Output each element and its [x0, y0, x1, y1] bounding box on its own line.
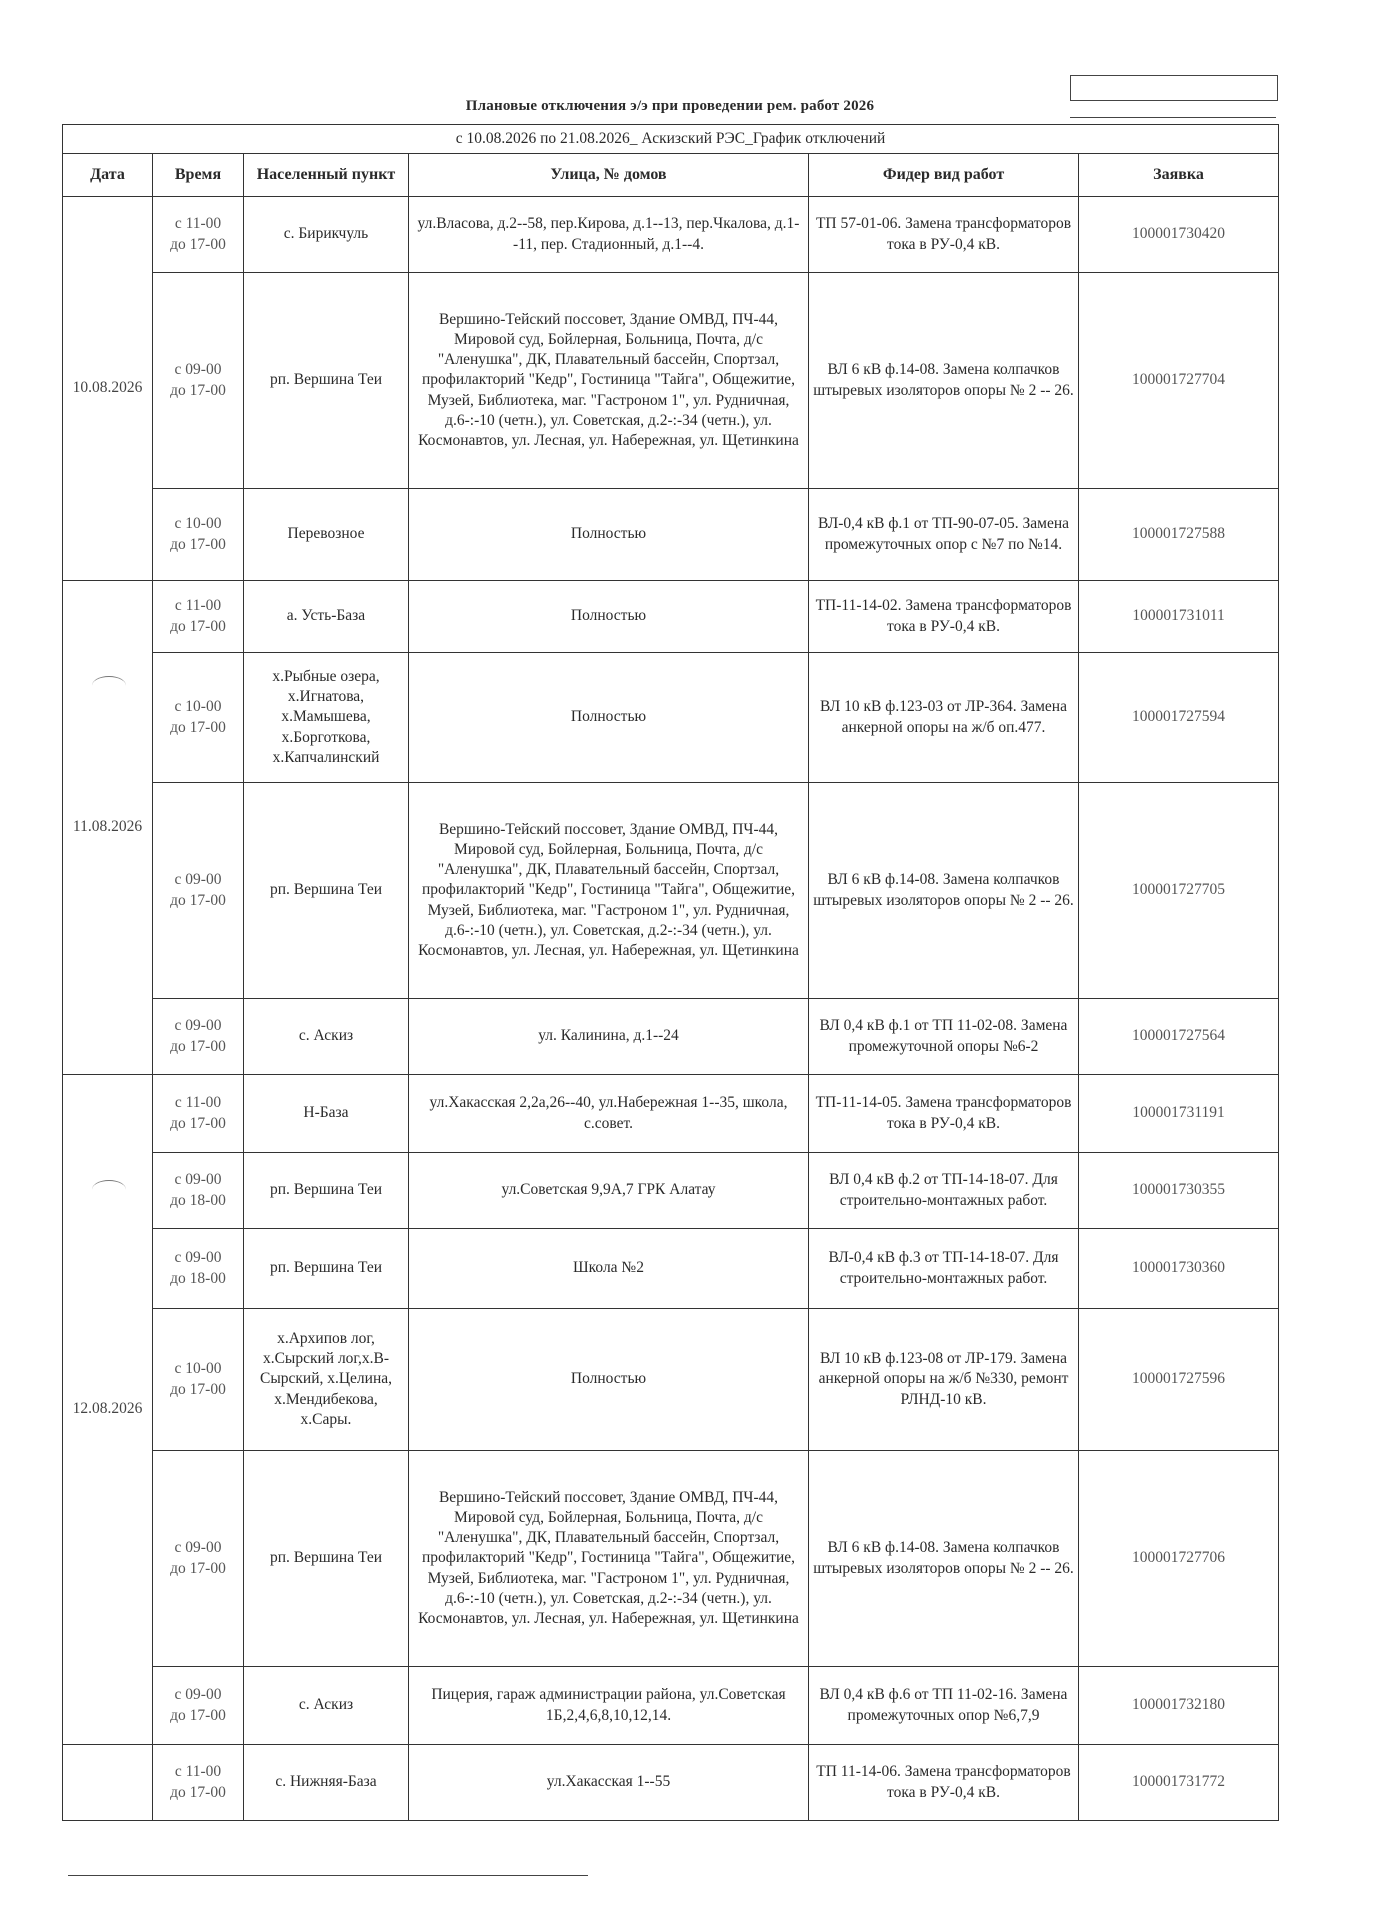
table-subtitle-row	[63, 125, 1279, 154]
locality-cell: с. Бирикчуль	[244, 197, 409, 273]
date-cell: 11.08.2026	[63, 581, 153, 1075]
time-cell	[153, 489, 244, 581]
time-to: до 17-00	[170, 1706, 226, 1724]
locality-cell: с. Аскиз	[244, 1667, 409, 1745]
request-cell: 100001730360	[1079, 1229, 1279, 1309]
column-header-request: Заявка	[1079, 154, 1279, 197]
streets-cell: ул.Хакасская 2,2а,26--40, ул.Набережная 1--35, школа, с.совет.	[409, 1075, 809, 1153]
time-to: до 17-00	[170, 1783, 226, 1801]
locality-cell: рп. Вершина Теи	[244, 1451, 409, 1667]
request-cell: 100001727706	[1079, 1451, 1279, 1667]
request-cell: 100001727564	[1079, 999, 1279, 1075]
request-cell: 100001730420	[1079, 197, 1279, 273]
feeder-cell: ВЛ-0,4 кВ ф.1 от ТП-90-07-05. Замена промежуточных опор с №7 по №14.	[809, 489, 1079, 581]
request-cell: 100001727594	[1079, 653, 1279, 783]
request-cell: 100001730355	[1079, 1153, 1279, 1229]
document-title: Плановые отключения э/э при проведении рем. работ 2026	[465, 98, 875, 114]
date-cell	[63, 1745, 153, 1821]
time-to: до 17-00	[170, 1380, 226, 1398]
streets-cell: Полностью	[409, 581, 809, 653]
locality-cell: Перевозное	[244, 489, 409, 581]
time-from: с 10-00	[174, 1360, 222, 1378]
streets-cell: Вершино-Тейский поссовет, Здание ОМВД, ПЧ-44, Мировой суд, Бойлерная, Больница, Почта, д/с "Аленушка", ДК, Плавательный бассейн, Спортзал, профилакторий "Кедр", Гостиница "Тайга", Общежитие, Музей, Библиотека, маг. "Гастроном 1", ул. Рудничная, д.6-:-10 (четн.), ул. Советская, д.2-:-34 (четн.), ул. Космонавтов, ул. Лесная, ул. Набережная, ул. Щетинкина	[409, 1451, 809, 1667]
locality-cell: рп. Вершина Теи	[244, 1153, 409, 1229]
time-from: с 10-00	[174, 698, 222, 716]
time-from: с 11-00	[174, 1094, 222, 1112]
streets-cell: ул.Хакасская 1--55	[409, 1745, 809, 1821]
time-from: с 09-00	[174, 1249, 222, 1267]
time-cell	[153, 1075, 244, 1153]
feeder-cell: ВЛ 6 кВ ф.14-08. Замена колпачков штыревых изоляторов опоры № 2 -- 26.	[809, 1451, 1079, 1667]
outage-schedule-table	[62, 124, 1279, 1821]
table-row	[63, 273, 1279, 489]
table-row	[63, 1075, 1279, 1153]
time-cell	[153, 1667, 244, 1745]
time-to: до 17-00	[170, 381, 226, 399]
scan-mark	[92, 676, 126, 695]
table-row	[63, 1451, 1279, 1667]
locality-cell: с. Нижняя-База	[244, 1745, 409, 1821]
streets-cell: ул.Власова, д.2--58, пер.Кирова, д.1--13, пер.Чкалова, д.1--11, пер. Стадионный, д.1--4.	[409, 197, 809, 273]
time-cell	[153, 1451, 244, 1667]
time-cell	[153, 999, 244, 1075]
locality-cell: х.Архипов лог, х.Сырский лог,х.В-Сырский, х.Целина, х.Мендибекова, х.Сары.	[244, 1309, 409, 1451]
time-to: до 18-00	[170, 1269, 226, 1287]
time-to: до 18-00	[170, 1191, 226, 1209]
column-header-feeder: Фидер вид работ	[809, 154, 1079, 197]
table-row	[63, 581, 1279, 653]
corner-stamp-line	[1070, 117, 1276, 118]
time-to: до 17-00	[170, 718, 226, 736]
feeder-cell: ТП 57-01-06. Замена трансформаторов тока в РУ-0,4 кВ.	[809, 197, 1079, 273]
streets-cell: Школа №2	[409, 1229, 809, 1309]
locality-cell: х.Рыбные озера, х.Игнатова, х.Мамышева, х.Борготкова, х.Капчалинский	[244, 653, 409, 783]
table-row	[63, 1667, 1279, 1745]
table-row	[63, 653, 1279, 783]
feeder-cell: ВЛ 0,4 кВ ф.1 от ТП 11-02-08. Замена промежуточной опоры №6-2	[809, 999, 1079, 1075]
time-from: с 11-00	[174, 215, 222, 233]
column-header-locality: Населенный пункт	[244, 154, 409, 197]
time-to: до 17-00	[170, 891, 226, 909]
time-to: до 17-00	[170, 1037, 226, 1055]
table-row	[63, 999, 1279, 1075]
time-from: с 09-00	[174, 1539, 222, 1557]
streets-cell: Пицерия, гараж администрации района, ул.Советская 1Б,2,4,6,8,10,12,14.	[409, 1667, 809, 1745]
time-from: с 09-00	[174, 1686, 222, 1704]
time-cell	[153, 197, 244, 273]
time-cell	[153, 581, 244, 653]
time-cell	[153, 1153, 244, 1229]
streets-cell: Полностью	[409, 653, 809, 783]
request-cell: 100001727704	[1079, 273, 1279, 489]
table-row	[63, 1745, 1279, 1821]
streets-cell: Вершино-Тейский поссовет, Здание ОМВД, ПЧ-44, Мировой суд, Бойлерная, Больница, Почта, д/с "Аленушка", ДК, Плавательный бассейн, Спортзал, профилакторий "Кедр", Гостиница "Тайга", Общежитие, Музей, Библиотека, маг. "Гастроном 1", ул. Рудничная, д.6-:-10 (четн.), ул. Советская, д.2-:-34 (четн.), ул. Космонавтов, ул. Лесная, ул. Набережная, ул. Щетинкина	[409, 783, 809, 999]
request-cell: 100001727705	[1079, 783, 1279, 999]
request-cell: 100001727588	[1079, 489, 1279, 581]
date-cell: 12.08.2026	[63, 1075, 153, 1745]
table-row	[63, 1309, 1279, 1451]
time-cell	[153, 653, 244, 783]
feeder-cell: ВЛ 10 кВ ф.123-08 от ЛР-179. Замена анкерной опоры на ж/б №330, ремонт РЛНД-10 кВ.	[809, 1309, 1079, 1451]
column-header-streets: Улица, № домов	[409, 154, 809, 197]
time-to: до 17-00	[170, 1559, 226, 1577]
table-subtitle: с 10.08.2026 по 21.08.2026_ Аскизский РЭС_График отключений	[63, 125, 1279, 154]
time-to: до 17-00	[170, 1114, 226, 1132]
time-to: до 17-00	[170, 535, 226, 553]
locality-cell: Н-База	[244, 1075, 409, 1153]
table-row	[63, 197, 1279, 273]
table-row	[63, 1229, 1279, 1309]
request-cell: 100001731772	[1079, 1745, 1279, 1821]
feeder-cell: ТП 11-14-06. Замена трансформаторов тока в РУ-0,4 кВ.	[809, 1745, 1079, 1821]
column-header-time: Время	[153, 154, 244, 197]
feeder-cell: ВЛ-0,4 кВ ф.3 от ТП-14-18-07. Для строительно-монтажных работ.	[809, 1229, 1079, 1309]
feeder-cell: ВЛ 10 кВ ф.123-03 от ЛР-364. Замена анкерной опоры на ж/б оп.477.	[809, 653, 1079, 783]
feeder-cell: ВЛ 6 кВ ф.14-08. Замена колпачков штыревых изоляторов опоры № 2 -- 26.	[809, 273, 1079, 489]
feeder-cell: ТП-11-14-02. Замена трансформаторов тока в РУ-0,4 кВ.	[809, 581, 1079, 653]
time-cell	[153, 1229, 244, 1309]
streets-cell: ул. Калинина, д.1--24	[409, 999, 809, 1075]
time-cell	[153, 783, 244, 999]
locality-cell: рп. Вершина Теи	[244, 273, 409, 489]
time-cell	[153, 1309, 244, 1451]
streets-cell: ул.Советская 9,9А,7 ГРК Алатау	[409, 1153, 809, 1229]
request-cell: 100001731191	[1079, 1075, 1279, 1153]
request-cell: 100001731011	[1079, 581, 1279, 653]
locality-cell: с. Аскиз	[244, 999, 409, 1075]
streets-cell: Полностью	[409, 1309, 809, 1451]
streets-cell: Вершино-Тейский поссовет, Здание ОМВД, ПЧ-44, Мировой суд, Бойлерная, Больница, Почта, д/с "Аленушка", ДК, Плавательный бассейн, Спортзал, профилакторий "Кедр", Гостиница "Тайга", Общежитие, Музей, Библиотека, маг. "Гастроном 1", ул. Рудничная, д.6-:-10 (четн.), ул. Советская, д.2-:-34 (четн.), ул. Космонавтов, ул. Лесная, ул. Набережная, ул. Щетинкина	[409, 273, 809, 489]
streets-cell: Полностью	[409, 489, 809, 581]
request-cell: 100001727596	[1079, 1309, 1279, 1451]
bottom-rule	[68, 1875, 588, 1876]
scan-mark	[92, 1180, 126, 1199]
time-from: с 09-00	[174, 871, 222, 889]
time-from: с 09-00	[174, 361, 222, 379]
time-from: с 09-00	[174, 1171, 222, 1189]
time-cell	[153, 1745, 244, 1821]
time-from: с 11-00	[174, 597, 222, 615]
time-from: с 11-00	[174, 1763, 222, 1781]
table-row	[63, 783, 1279, 999]
table-header-row	[63, 154, 1279, 197]
time-cell	[153, 273, 244, 489]
feeder-cell: ВЛ 6 кВ ф.14-08. Замена колпачков штыревых изоляторов опоры № 2 -- 26.	[809, 783, 1079, 999]
locality-cell: рп. Вершина Теи	[244, 783, 409, 999]
time-from: с 10-00	[174, 515, 222, 533]
time-to: до 17-00	[170, 617, 226, 635]
table-row	[63, 1153, 1279, 1229]
time-to: до 17-00	[170, 235, 226, 253]
date-cell: 10.08.2026	[63, 197, 153, 581]
time-from: с 09-00	[174, 1017, 222, 1035]
feeder-cell: ТП-11-14-05. Замена трансформаторов тока в РУ-0,4 кВ.	[809, 1075, 1079, 1153]
feeder-cell: ВЛ 0,4 кВ ф.2 от ТП-14-18-07. Для строительно-монтажных работ.	[809, 1153, 1079, 1229]
locality-cell: а. Усть-База	[244, 581, 409, 653]
request-cell: 100001732180	[1079, 1667, 1279, 1745]
feeder-cell: ВЛ 0,4 кВ ф.6 от ТП 11-02-16. Замена промежуточных опор №6,7,9	[809, 1667, 1079, 1745]
table-row	[63, 489, 1279, 581]
locality-cell: рп. Вершина Теи	[244, 1229, 409, 1309]
column-header-date: Дата	[63, 154, 153, 197]
